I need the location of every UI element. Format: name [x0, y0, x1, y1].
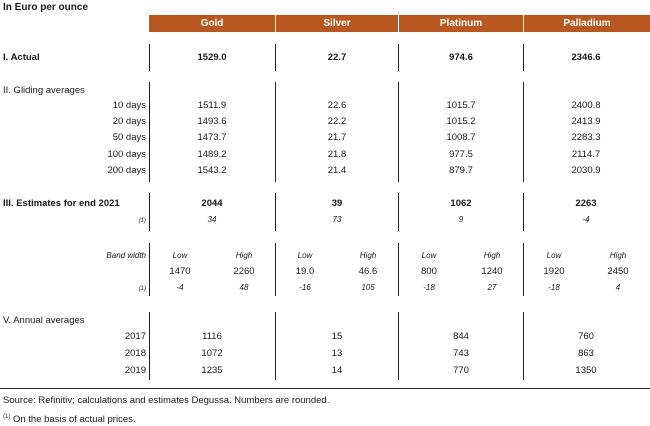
column-separator [275, 243, 276, 296]
column-separator [523, 312, 524, 380]
column-separator [398, 82, 399, 182]
band-high-palladium: 2450 [607, 266, 629, 277]
band-high-silver: 46.6 [358, 266, 378, 277]
gliding-silver: 22.2 [327, 116, 347, 127]
gliding-silver: 21.4 [327, 165, 347, 176]
gliding-palladium: 2413.9 [571, 116, 601, 127]
gliding-silver: 21.8 [327, 149, 347, 160]
gliding-silver: 22.6 [327, 100, 347, 111]
band-low-palladium: 1920 [543, 266, 565, 277]
annual-palladium: 863 [578, 348, 594, 359]
table-unit-label: In Euro per ounce [3, 2, 89, 13]
annual-palladium: 1350 [575, 365, 597, 376]
annual-year-label: 2019 [124, 365, 146, 376]
column-separator [275, 312, 276, 380]
annual-silver: 14 [331, 365, 343, 376]
footnote-marker: (1) [138, 286, 146, 292]
gliding-silver: 21.7 [327, 132, 347, 143]
band-low-note-palladium: -18 [548, 283, 560, 292]
annual-year-label: 2018 [124, 348, 146, 359]
footnote [3, 411, 136, 426]
band-low-note-silver: -16 [299, 283, 311, 292]
band-high-note-gold: 48 [239, 283, 249, 292]
gliding-row-label: 100 days [107, 149, 146, 160]
actual-silver: 22.7 [327, 52, 347, 63]
actual-palladium: 2346.6 [571, 52, 601, 63]
gliding-platinum: 879.7 [449, 165, 473, 176]
gliding-platinum: 977.5 [449, 149, 473, 160]
gliding-palladium: 2030.9 [571, 165, 601, 176]
column-header-platinum: Platinum [399, 15, 523, 32]
actual-gold: 1529.0 [197, 52, 227, 63]
band-low-label: Low [297, 251, 313, 260]
column-separator [398, 44, 399, 71]
gliding-averages-label: II. Gliding averages [3, 85, 85, 96]
footnote-marker: (1) [138, 218, 146, 224]
column-separator [149, 44, 150, 71]
annual-palladium: 760 [578, 331, 594, 342]
annual-silver: 13 [331, 348, 343, 359]
column-separator [523, 193, 524, 231]
actual-label: I. Actual [3, 52, 40, 63]
column-separator [523, 243, 524, 296]
gliding-gold: 1543.2 [197, 165, 227, 176]
gliding-row-label: 200 days [107, 165, 146, 176]
footnote-marker: (1) [3, 414, 11, 420]
band-low-note-platinum: -18 [423, 283, 435, 292]
gliding-gold: 1489.2 [197, 149, 227, 160]
band-low-silver: 19.0 [295, 266, 315, 277]
estimates-label: III. Estimates for end 2021 [3, 198, 120, 209]
gliding-platinum: 1008.7 [446, 132, 476, 143]
estimate-platinum: 1062 [450, 198, 472, 209]
estimate-note-platinum: 9 [458, 215, 464, 224]
column-separator [523, 44, 524, 71]
band-width-label: Band width [106, 251, 146, 260]
band-low-gold: 1470 [169, 266, 191, 277]
annual-platinum: 743 [453, 348, 469, 359]
estimate-gold: 2044 [201, 198, 223, 209]
column-separator [149, 243, 150, 296]
band-high-note-palladium: 4 [615, 283, 621, 292]
annual-gold: 1072 [201, 348, 223, 359]
column-header-silver: Silver [276, 15, 398, 32]
band-low-label: Low [546, 251, 562, 260]
column-separator [398, 243, 399, 296]
estimate-note-silver: 73 [332, 215, 342, 224]
annual-platinum: 844 [453, 331, 469, 342]
gliding-gold: 1511.9 [197, 100, 227, 111]
annual-gold: 1116 [202, 331, 222, 342]
gliding-palladium: 2400.8 [571, 100, 601, 111]
column-separator [398, 193, 399, 231]
column-header-palladium: Palladium [524, 15, 650, 32]
footnote-text: On the basis of actual prices. [10, 414, 136, 426]
band-low-label: Low [172, 251, 188, 260]
column-separator [149, 312, 150, 380]
gliding-gold: 1493.6 [197, 116, 227, 127]
annual-gold: 1235 [201, 365, 223, 376]
estimate-note-palladium: -4 [582, 215, 590, 224]
gliding-palladium: 2114.7 [571, 149, 601, 160]
annual-year-label: 2017 [124, 331, 146, 342]
band-high-label: High [235, 251, 253, 260]
column-separator [149, 82, 150, 182]
annual-platinum: 770 [453, 365, 469, 376]
band-low-note-gold: -4 [176, 283, 184, 292]
table-bottom-rule [0, 388, 650, 389]
column-separator [398, 312, 399, 380]
band-high-note-silver: 105 [361, 283, 375, 292]
annual-averages-label: V. Annual averages [3, 315, 85, 326]
column-separator [275, 44, 276, 71]
column-separator [275, 82, 276, 182]
source-note: Source: Refinitiv; calculations and estimates Degussa. Numbers are rounded. [3, 395, 330, 406]
gliding-gold: 1473.7 [197, 132, 227, 143]
estimate-palladium: 2263 [575, 198, 597, 209]
gliding-row-label: 20 days [112, 116, 146, 127]
gliding-platinum: 1015.2 [446, 116, 476, 127]
band-low-platinum: 800 [421, 266, 437, 277]
band-high-label: High [609, 251, 627, 260]
band-high-platinum: 1240 [481, 266, 503, 277]
band-high-note-platinum: 27 [487, 283, 497, 292]
gliding-platinum: 1015.7 [446, 100, 476, 111]
column-separator [523, 82, 524, 182]
gliding-row-label: 50 days [112, 132, 146, 143]
estimate-note-gold: 34 [207, 215, 217, 224]
gliding-row-label: 10 days [112, 100, 146, 111]
band-high-label: High [483, 251, 501, 260]
actual-platinum: 974.6 [449, 52, 473, 63]
column-header-gold: Gold [149, 15, 275, 32]
column-separator [149, 193, 150, 231]
annual-silver: 15 [331, 331, 343, 342]
band-high-label: High [359, 251, 377, 260]
gliding-palladium: 2283.3 [571, 132, 601, 143]
band-high-gold: 2260 [233, 266, 255, 277]
column-separator [275, 193, 276, 231]
band-low-label: Low [421, 251, 437, 260]
estimate-silver: 39 [331, 198, 343, 209]
